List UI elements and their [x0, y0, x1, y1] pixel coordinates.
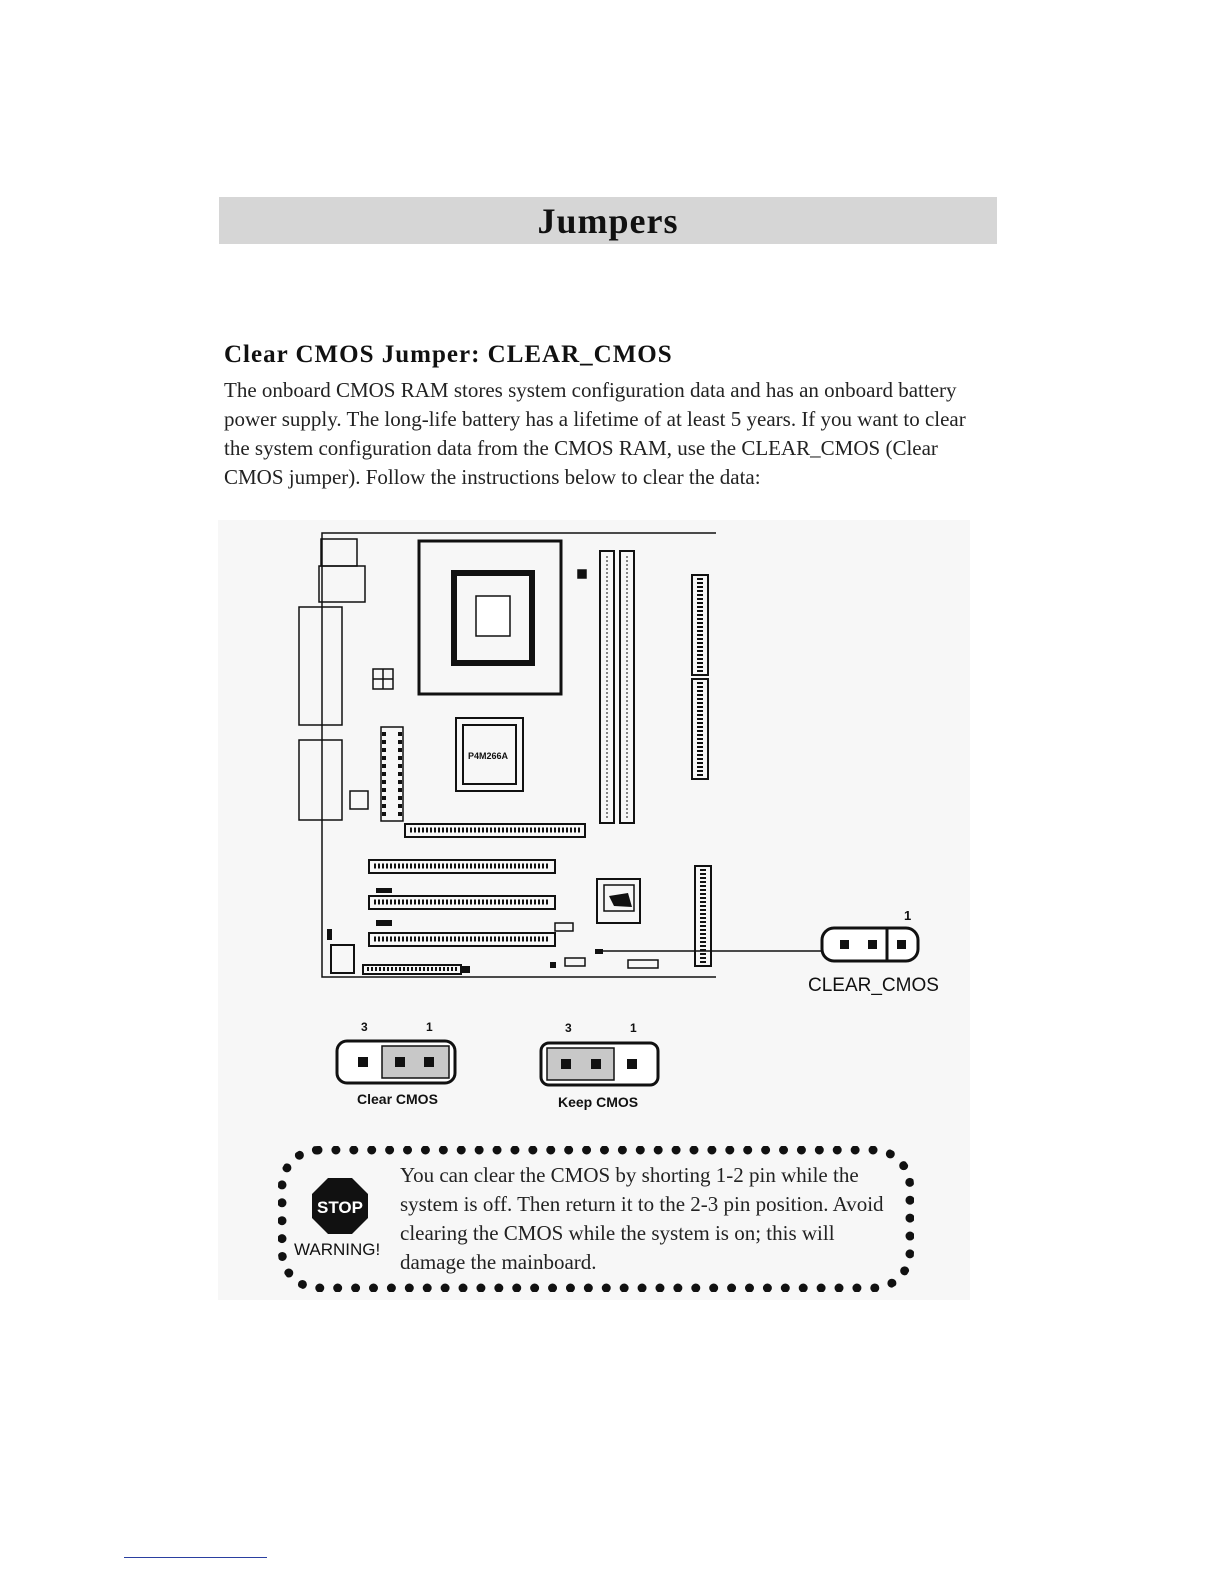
warning-text: You can clear the CMOS by shorting 1-2 pin while the system is off. Then return it to the 2-3 pin position. Avoid clearing the CMOS while the system is on; this will damage the mainboard.	[400, 1163, 884, 1274]
warning-label: WARNING!	[294, 1240, 381, 1259]
keep-pin-right: 1	[630, 1021, 637, 1035]
clear-cmos-callout-jumper	[822, 908, 918, 961]
jumper-cap	[547, 1048, 614, 1080]
keep-cmos-caption: Keep CMOS	[558, 1094, 639, 1110]
stop-sign-icon	[311, 1177, 369, 1235]
page-title: Jumpers	[537, 200, 679, 241]
dimm-slot-1	[600, 551, 614, 823]
parallel-port	[299, 607, 342, 725]
stop-text: STOP	[317, 1198, 363, 1217]
callout-label: CLEAR_CMOS	[808, 975, 939, 996]
callout-pin-label: 1	[904, 908, 912, 923]
footer-rule	[124, 1557, 267, 1558]
section-body: The onboard CMOS RAM stores system configuration data and has an onboard battery power supply. The long-life battery has a lifetime of at least 5 years. If you want to clear the system configuration data from the CMOS RAM, use the CLEAR_CMOS (Clear CMOS jumper). Follow the instructions below to clear the data:	[224, 378, 966, 489]
section-heading: Clear CMOS Jumper: CLEAR_CMOS	[224, 341, 673, 368]
jumper-cap	[382, 1046, 449, 1078]
ps2-port	[321, 539, 357, 566]
serial-port	[299, 740, 342, 820]
clear-cmos-setting	[337, 1020, 455, 1107]
bios-chip	[331, 945, 354, 973]
chipset-label: P4M266A	[468, 751, 509, 761]
clear-cmos-caption: Clear CMOS	[357, 1091, 438, 1107]
keep-cmos-setting	[541, 1021, 658, 1110]
clear-pin-right: 1	[426, 1020, 433, 1034]
dimm-slot-2	[620, 551, 634, 823]
usb-port	[319, 566, 365, 602]
clear-pin-left: 3	[361, 1020, 368, 1034]
keep-pin-left: 3	[565, 1021, 572, 1035]
